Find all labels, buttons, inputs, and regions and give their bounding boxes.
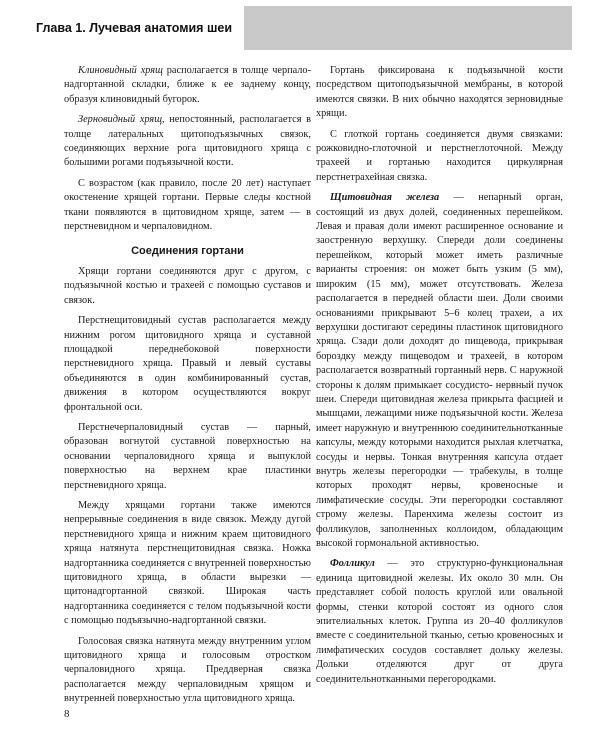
paragraph-text: — непарный орган, состоящий из двух долей, соединенных перешейком. Левая и правая доли имеют расширенное основание и заостренную верхушку. Спереди доли соединены перешейком, который может иметь различные варианты строения: он может быть узким (5 мм), широким (15 мм), может отсутствовать. Железа располагается в передней области шеи. Доли своими основаниями прикрывают 5–6 колец трахеи, а их верхушки достигают середины пластинок щитовидного хряща. Сзади доли доходят до пищевода, прикрывая бороздку между пищеводом и трахеей, в котором располагается возвратный гортанный нерв. С наружной стороны к долям примыкает сосудисто- нервный пучок шеи. Спереди щитовидная железа прикрыта фасцией и мышцами, лежащими ниже подъязычной кости. Железа имеет наружную и внутреннюю соединительнотканные капсулы, между которыми находится рыхлая клетчатка, сосуды и нервы. Тонкая внутренняя капсула отдает внутрь железы перегородки — трабекулы, в толще которых проходят нервы, кровеносные и лимфатические сосуды. Эти перегородки составляют строму железы. Паренхима железы состоит из фолликулов, заполненных коллоидом, обладающим высокой гормональной активностью. — [316, 192, 563, 549]
paragraph-cuneiform-cartilage — [64, 64, 311, 107]
running-header — [28, 6, 572, 50]
paragraph-ossification: С возрастом (как правило, после 20 лет) наступает окостенение хрящей гортани. Первые следы костной ткани появляются в щитовидном хряще, затем — в перстневидном и черпаловидном. — [64, 177, 311, 233]
left-column — [64, 64, 311, 713]
paragraph-triticeous-cartilage — [64, 113, 311, 171]
paragraph-cricothyroid-joint: Перстнещитовидный сустав располагается между нижним рогом щитовидного хряща и суставной площадкой переднебоковой поверхности перстневидного хряща. Правый и левый суставы объединяются в один комбинированный сустав, движения в котором осуществляются вокруг фронтальной оси. — [64, 315, 311, 413]
paragraph-vocal-ligament: Голосовая связка натянута между внутренним углом щитовидного хряща и голосовым отростком черпаловидного хряща. Преддверная связка располагается между черпаловидным хрящом и внутренней поверхностью угла щитовидного хряща. — [64, 635, 311, 705]
paragraph-pharynx-ligaments: С глоткой гортань соединяется двумя связками: рожковидно-глоточной и перстнеглоточной. Между трахеей и гортанью находится циркулярная перстнетрахейная связка. — [316, 128, 563, 183]
term-thyroid-gland: Щитовидная железа — [330, 192, 440, 204]
paragraph-text: , непостоянный, располагается в толще латеральных щитоподъязычных связок, соединяющих верхние рога щитовидного хряща с большими рогами подъязычной кости. — [64, 114, 311, 169]
header-bar — [244, 6, 572, 50]
paragraph-thyrohyoid-membrane: Гортань фиксирована к подъязычной кости посредством щитоподъязычной мембраны, в которой имеются связки. В них обычно находятся зерновидные хрящи. — [316, 65, 563, 120]
section-heading: Соединения гортани — [131, 245, 244, 258]
page-number: 8 — [64, 708, 70, 720]
paragraph-thyroid-gland — [316, 191, 563, 551]
paragraph-ligaments: Между хрящами гортани также имеются непрерывные соединения в виде связок. Между дугой перстневидного хряща и нижним краем щитовидного хряща натянута перстнещитовидная связка. Ножка надгортанника соединяется с внутренней поверхностью щитовидного хряща, в области вырезки — щитонадгортанной связкой. Широкая часть надгортанника соединяется с телом подъязычной кости с помощью подъязычно-надгортанной связки. — [64, 499, 311, 627]
paragraph-text: — это структурно-функциональная единица щитовидной железы. Их около 30 млн. Он представляет собой полость круглой или овальной формы, стенки которой состоят из одного слоя эпителиальных клеток. Группа из 20–40 фолликулов вместе с соединительной тканью, сетью кровеносных и лимфатических сосудов составляет дольку железы. Дольки отделяются друг от друга соединительнотканными перегородками. — [316, 558, 563, 685]
right-column — [316, 64, 563, 693]
paragraph-cricoarytenoid-joint: Перстнечерпаловидный сустав — парный, образован вогнутой суставной поверхностью на основании черпаловидного хряща и выпуклой поверхностью на верхнем крае пластинки перстневидного хряща. — [64, 421, 311, 491]
paragraph-follicle — [316, 557, 563, 687]
paragraph-text: располагается в толще черпало-надгортанной складки, ближе к ее заднему концу, образуя клиновидный бугорок. — [64, 65, 311, 105]
term-cuneiform-cartilage: Клиновидный хрящ — [78, 65, 163, 76]
term-triticeous-cartilage: Зерновидный хрящ — [78, 114, 162, 126]
term-follicle: Фолликул — [330, 558, 375, 570]
paragraph-joints-intro: Хрящи гортани соединяются друг с другом, с подъязычной костью и трахеей с помощью суставов и связок. — [64, 265, 311, 306]
chapter-title: Глава 1. Лучевая анатомия шеи — [36, 21, 233, 35]
